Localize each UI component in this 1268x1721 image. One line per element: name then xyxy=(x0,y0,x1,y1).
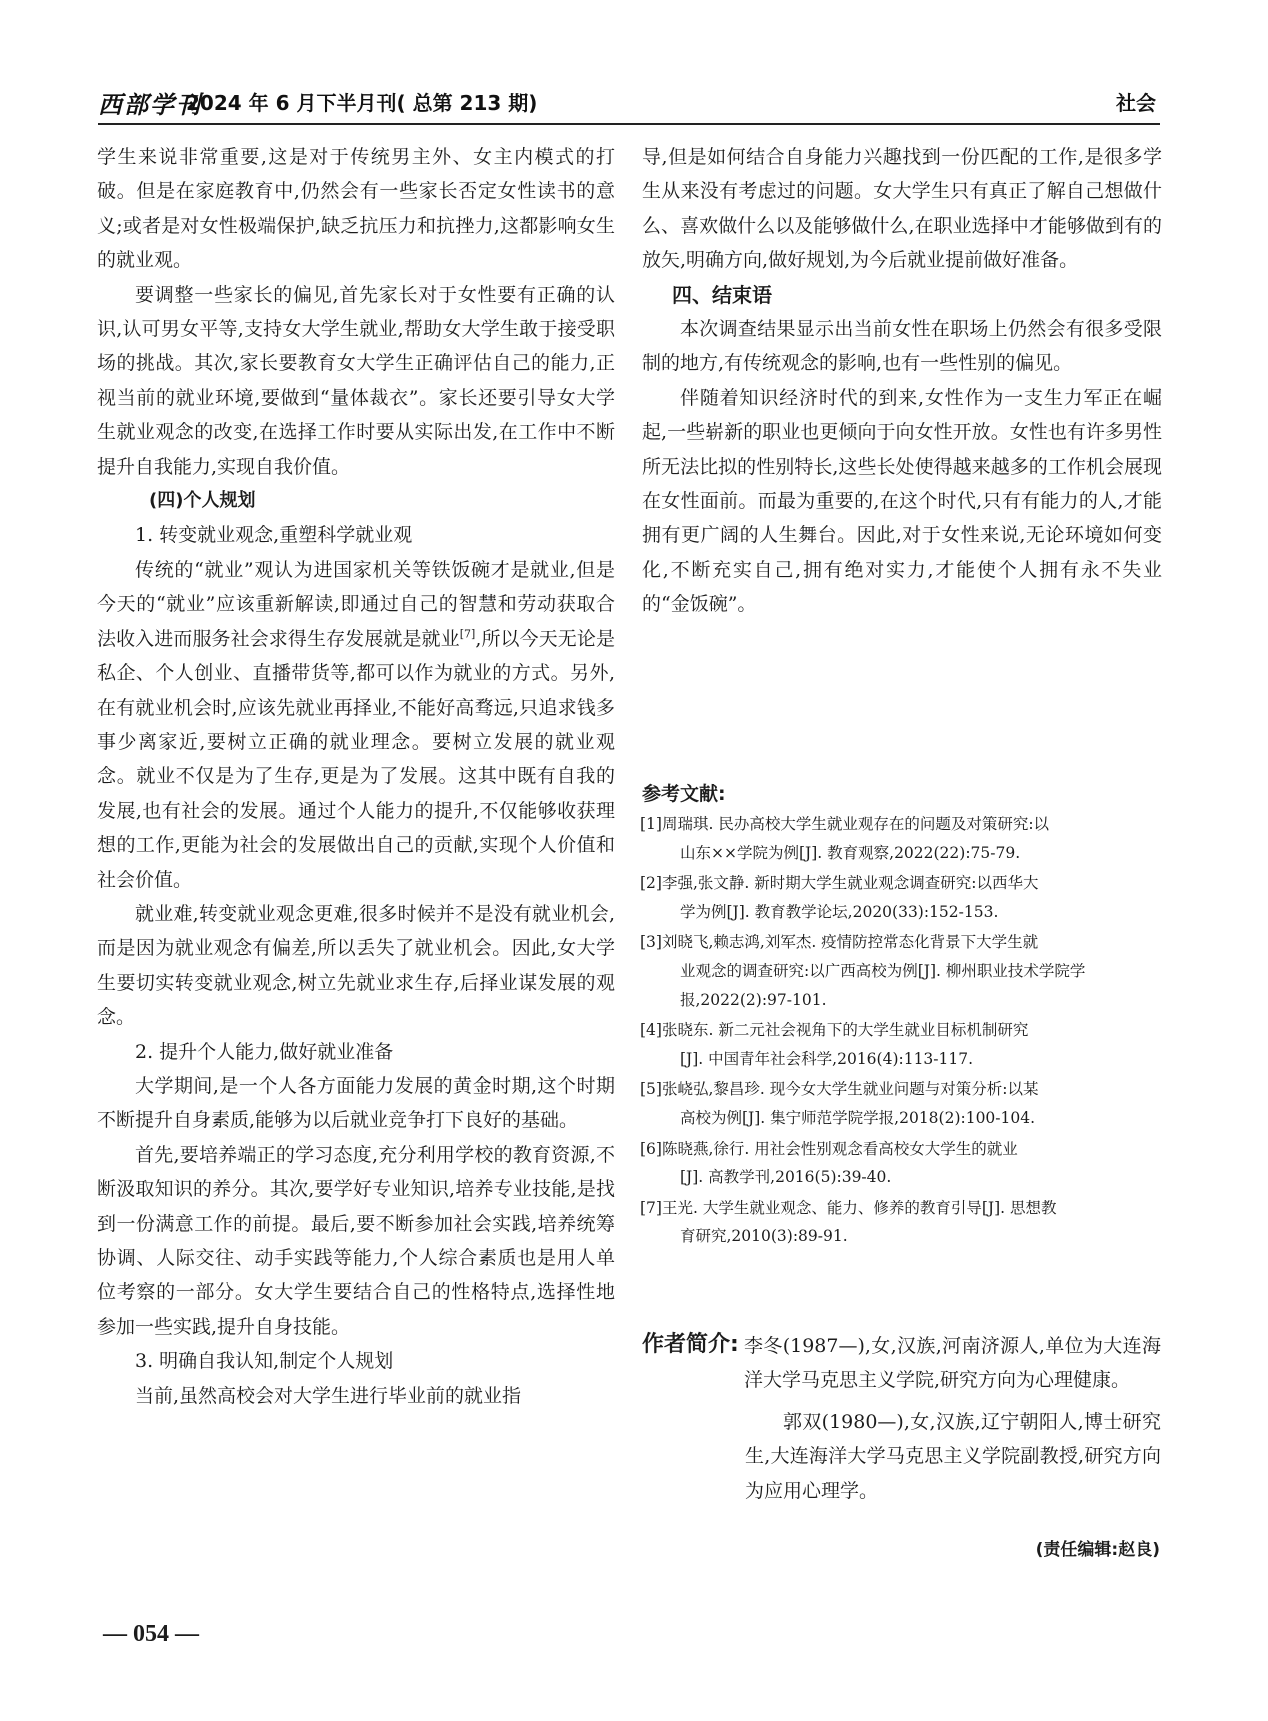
reference-number: [6] xyxy=(640,1139,662,1158)
reference-text: 李强,张文静. 新时期大学生就业观念调查研究:以西华大 xyxy=(661,874,1039,893)
paragraph xyxy=(97,553,615,897)
paragraph: 首先,要培养端正的学习态度,充分利用学校的教育资源,不断汲取知识的养分。其次,要学好专业知识,培养专业技能,是找到一份满意工作的前提。最后,要不断参加社会实践,培养统筹协调、人际交往、动手实践等能力,个人综合素质也是用人单位考察的一部分。女大学生要结合自己的性格特点,选择性地参加一些实践,提升自身技能。 xyxy=(97,1143,615,1338)
subsection-heading: (四)个人规划 xyxy=(149,490,256,512)
reference-text: 育研究,2010(3):89-91. xyxy=(680,1227,848,1246)
reference-text: 山东××学院为例[J]. 教育观察,2022(22):75-79. xyxy=(680,843,1021,862)
reference-text: [J]. 高教学刊,2016(5):39-40. xyxy=(680,1168,892,1187)
reference-item xyxy=(642,928,1162,1014)
reference-item xyxy=(642,869,1162,926)
reference-text: 陈晓燕,徐行. 用社会性别观念看高校女大学生的就业 xyxy=(661,1139,1018,1158)
paragraph: 本次调查结果显示出当前女性在职场上仍然会有很多受限制的地方,有传统观念的影响,也有一些性别的偏见。 xyxy=(642,318,1162,375)
reference-text: 业观念的调查研究:以广西高校为例[J]. 柳州职业技术学院学报,2022(2):97-101. xyxy=(680,961,1086,1009)
paragraph: 要调整一些家长的偏见,首先家长对于女性要有正确的认识,认可男女平等,支持女大学生就业,帮助女大学生敢于接受职场的挑战。其次,家长要教育女大学生正确评估自己的能力,正视当前的就业环境,要做到“量体裁衣”。家长还要引导女大学生就业观念的改变,在选择工作时要从实际出发,在工作中不断提升自我能力,实现自我价值。 xyxy=(97,283,615,478)
numbered-heading: 3. 明确自我认知,制定个人规划 xyxy=(135,1350,394,1373)
reference-text: 张峣弘,黎昌珍. 现今女大学生就业问题与对策分析:以某 xyxy=(661,1080,1039,1099)
author-intro xyxy=(745,1329,1161,1508)
author-bio: 郭双(1980—),女,汉族,辽宁朝阳人,博士研究生,大连海洋大学马克思主义学院副教授,研究方向为应用心理学。 xyxy=(745,1410,1161,1502)
left-column xyxy=(97,140,615,1413)
reference-text: 刘晓飞,赖志鸿,刘军杰. 疫情防控常态化背景下大学生就 xyxy=(661,933,1039,952)
page-number: — 054 — xyxy=(103,1621,199,1647)
reference-number: [1] xyxy=(640,815,662,833)
reference-text: 周瑞琪. 民办高校大学生就业观存在的问题及对策研究:以 xyxy=(661,815,1050,833)
reference-text: 张晓东. 新二元社会视角下的大学生就业目标机制研究 xyxy=(661,1021,1029,1040)
reference-number: [7] xyxy=(640,1198,662,1217)
running-header xyxy=(98,85,1160,125)
paragraph-text: ,所以今天无论是私企、个人创业、直播带货等,都可以作为就业的方式。另外,在有就业机会时,应该先就业再择业,不能好高骛远,只追求钱多事少离家近,要树立正确的就业理念。要树立发展的就业观念。就业不仅是为了生存,更是为了发展。这其中既有自我的发展,也有社会的发展。通过个人能力的提升,不仅能够收获理想的工作,更能为社会的发展做出自己的贡献,实现个人价值和社会价值。 xyxy=(97,627,615,891)
reference-item xyxy=(642,1016,1162,1073)
reference-number: [4] xyxy=(640,1021,662,1040)
author-intro-label: 作者简介: xyxy=(642,1332,739,1357)
numbered-heading: 1. 转变就业观念,重塑科学就业观 xyxy=(135,524,413,547)
reference-item xyxy=(642,1135,1162,1192)
reference-number: [3] xyxy=(640,933,662,952)
reference-text: 王光. 大学生就业观念、能力、修养的教育引导[J]. 思想教 xyxy=(661,1198,1057,1217)
reference-number: [2] xyxy=(640,874,662,893)
reference-text: 学为例[J]. 教育教学论坛,2020(33):152-153. xyxy=(680,902,999,921)
references-title: 参考文献: xyxy=(642,783,726,805)
author-bio: 李冬(1987—),女,汉族,河南济源人,单位为大连海洋大学马克思主义学院,研究方向为心理健康。 xyxy=(744,1335,1161,1392)
journal-logo: 西部学刊 xyxy=(98,90,202,119)
paragraph: 当前,虽然高校会对大学生进行毕业前的就业指 xyxy=(135,1384,522,1407)
reference-item xyxy=(642,1075,1162,1132)
paragraph-text: 传统的“就业”观认为进国家机关等铁饭碗才是就业,但是今天的“就业”应该重新解读,即通过自己的智慧和劳动获取合法收入进而服务社会求得生存发展就是就业 xyxy=(97,558,615,650)
reference-text: 高校为例[J]. 集宁师范学院学报,2018(2):100-104. xyxy=(680,1108,1036,1127)
reference-item xyxy=(642,810,1162,867)
responsible-editor: (责任编辑:赵良) xyxy=(1035,1540,1160,1560)
paragraph: 大学期间,是一个人各方面能力发展的黄金时期,这个时期不断提升自身素质,能够为以后就业竞争打下良好的基础。 xyxy=(97,1074,615,1132)
reference-item xyxy=(642,1194,1162,1251)
citation-marker[interactable]: [7] xyxy=(459,627,476,641)
reference-text: [J]. 中国青年社会科学,2016(4):113-117. xyxy=(680,1049,974,1068)
section-label: 社会 xyxy=(1116,91,1156,115)
paragraph: 导,但是如何结合自身能力兴趣找到一份匹配的工作,是很多学生从来没有考虑过的问题。女大学生只有真正了解自己想做什么、喜欢做什么以及能够做什么,在职业选择中才能够做到有的放矢,明确方向,做好规划,为今后就业提前做好准备。 xyxy=(642,146,1162,272)
paragraph: 就业难,转变就业观念更难,很多时候并不是没有就业机会,而是因为就业观念有偏差,所以丢失了就业机会。因此,女大学生要切实转变就业观念,树立先就业求生存,后择业谋发展的观念。 xyxy=(97,902,615,1029)
issue-info: 2024 年 6 月下半月刊( 总第 213 期) xyxy=(186,91,538,115)
section-heading: 四、结束语 xyxy=(672,282,772,307)
right-column xyxy=(642,140,1162,622)
paragraph: 学生来说非常重要,这是对于传统男主外、女主内模式的打破。但是在家庭教育中,仍然会有一些家长否定女性读书的意义;或者是对女性极端保护,缺乏抗压力和抗挫力,这都影响女生的就业观。 xyxy=(97,146,615,272)
reference-number: [5] xyxy=(640,1080,662,1099)
paragraph: 伴随着知识经济时代的到来,女性作为一支生力军正在崛起,一些崭新的职业也更倾向于向女性开放。女性也有许多男性所无法比拟的性别特长,这些长处使得越来越多的工作机会展现在女性面前。而最为重要的,在这个时代,只有有能力的人,才能拥有更广阔的人生舞台。因此,对于女性来说,无论环境如何变化,不断充实自己,拥有绝对实力,才能使个人拥有永不失业的“金饭碗”。 xyxy=(642,386,1162,616)
numbered-heading: 2. 提升个人能力,做好就业准备 xyxy=(135,1040,394,1063)
references-list xyxy=(642,810,1162,1253)
